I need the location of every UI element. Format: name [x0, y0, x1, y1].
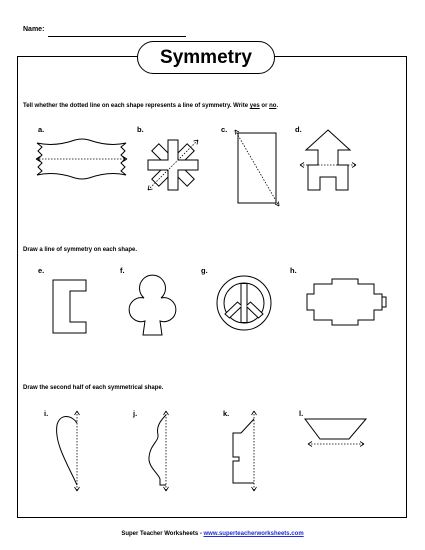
- instruction-symmetry-check: Tell whether the dotted line on each shape represents a line of symmetry. Write yes or no.: [23, 103, 279, 109]
- instruction-draw-half: Draw the second half of each symmetrical shape.: [23, 385, 164, 391]
- worksheet-title: Symmetry: [137, 41, 275, 74]
- bracket-shape: [48, 275, 98, 340]
- dotted-axis-c: [235, 130, 279, 206]
- item-label-b: b.: [137, 125, 144, 134]
- candy-shape: [30, 135, 130, 185]
- item-label-i: i.: [44, 409, 49, 418]
- item-label-f: f.: [120, 266, 125, 275]
- arrow-house-shape: [298, 125, 358, 205]
- item-label-c: c.: [221, 125, 228, 134]
- footer-url-link[interactable]: www.superteacherworksheets.com: [203, 531, 304, 537]
- item-label-d: d.: [295, 125, 302, 134]
- half-vase-shape: [140, 405, 185, 495]
- item-label-a: a.: [38, 125, 45, 134]
- peace-sign-shape: [213, 272, 275, 334]
- battery-shape: [302, 272, 392, 332]
- footer-separator: -: [198, 531, 204, 537]
- item-label-g: g.: [201, 266, 208, 275]
- half-trapezoid-shape: [298, 405, 373, 465]
- half-heart-shape: [48, 405, 93, 495]
- item-label-k: k.: [223, 409, 230, 418]
- name-line: [48, 36, 186, 37]
- club-shape: [120, 273, 185, 343]
- asterisk-shape: [143, 135, 203, 195]
- item-label-l: l.: [299, 409, 304, 418]
- item-label-j: j.: [133, 409, 138, 418]
- half-step-shape: [225, 405, 270, 495]
- item-label-h: h.: [290, 266, 297, 275]
- name-label: Name:: [23, 26, 45, 33]
- rectangle-shape: [233, 128, 283, 208]
- item-label-e: e.: [38, 266, 45, 275]
- footer-site-name: Super Teacher Worksheets: [121, 531, 199, 537]
- instruction-draw-line: Draw a line of symmetry on each shape.: [23, 247, 138, 253]
- footer: [0, 531, 425, 537]
